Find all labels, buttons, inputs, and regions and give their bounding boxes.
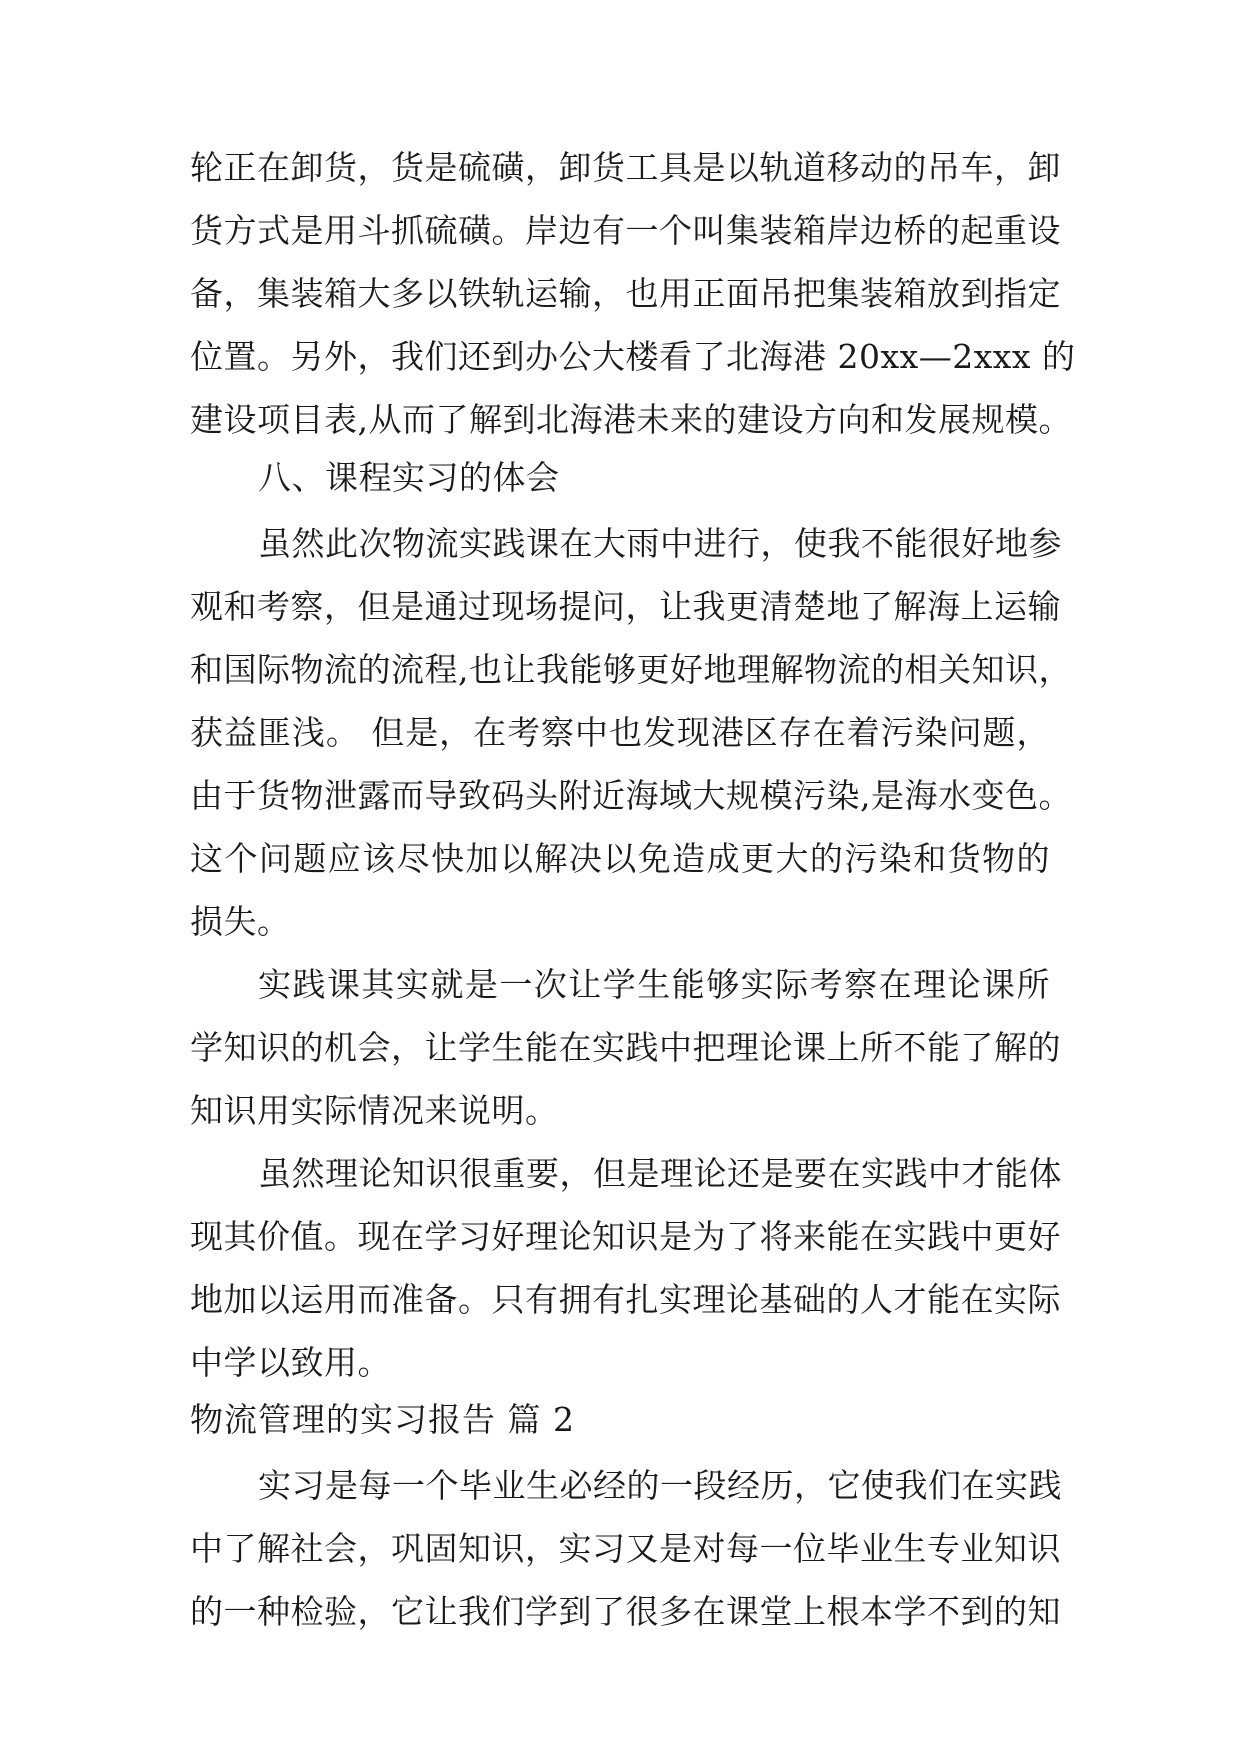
text-line: 学知识的机会，让学生能在实践中把理论课上所不能了解的 <box>190 1028 1061 1067</box>
text-line: 知识用实际情况来说明。 <box>190 1091 559 1130</box>
text-line: 建设项目表,从而了解到北海港未来的建设方向和发展规模。 <box>190 400 1072 439</box>
text-line: 地加以运用而准备。只有拥有扎实理论基础的人才能在实际 <box>190 1280 1061 1319</box>
text-line: 获益匪浅。 但是，在考察中也发现港区存在着污染问题， <box>190 713 1050 752</box>
paragraph-first-line: 实习是每一个毕业生必经的一段经历，它使我们在实践 <box>258 1466 1062 1505</box>
document-heading: 物流管理的实习报告 篇 2 <box>190 1400 575 1439</box>
text-line: 位置。另外，我们还到办公大楼看了北海港 20xx—2xxx 的 <box>190 337 1076 376</box>
text-line: 由于货物泄露而导致码头附近海域大规模污染,是海水变色。 <box>190 776 1072 815</box>
text-line: 现其价值。现在学习好理论知识是为了将来能在实践中更好 <box>190 1217 1061 1256</box>
text-line: 备，集装箱大多以铁轨运输，也用正面吊把集装箱放到指定 <box>190 274 1061 313</box>
text-line: 中学以致用。 <box>190 1343 391 1382</box>
paragraph-first-line: 虽然理论知识很重要，但是理论还是要在实践中才能体 <box>258 1154 1062 1193</box>
text-line: 轮正在卸货，货是硫磺，卸货工具是以轨道移动的吊车，卸 <box>190 148 1061 187</box>
text-line: 观和考察，但是通过现场提问，让我更清楚地了解海上运输 <box>190 587 1061 626</box>
text-line: 的一种检验，它让我们学到了很多在课堂上根本学不到的知 <box>190 1592 1061 1631</box>
text-line: 这个问题应该尽快加以解决以免造成更大的污染和货物的 <box>190 839 1050 878</box>
paragraph-first-line: 虽然此次物流实践课在大雨中进行，使我不能很好地参 <box>258 524 1062 563</box>
text-line: 货方式是用斗抓硫磺。岸边有一个叫集装箱岸边桥的起重设 <box>190 211 1061 250</box>
text-line: 和国际物流的流程,也让我能够更好地理解物流的相关知识， <box>190 650 1072 689</box>
section-heading: 八、课程实习的体会 <box>258 458 560 497</box>
paragraph-first-line: 实践课其实就是一次让学生能够实际考察在理论课所 <box>258 965 1050 1004</box>
text-line: 中了解社会，巩固知识，实习又是对每一位毕业生专业知识 <box>190 1529 1061 1568</box>
text-line: 损失。 <box>190 902 291 941</box>
